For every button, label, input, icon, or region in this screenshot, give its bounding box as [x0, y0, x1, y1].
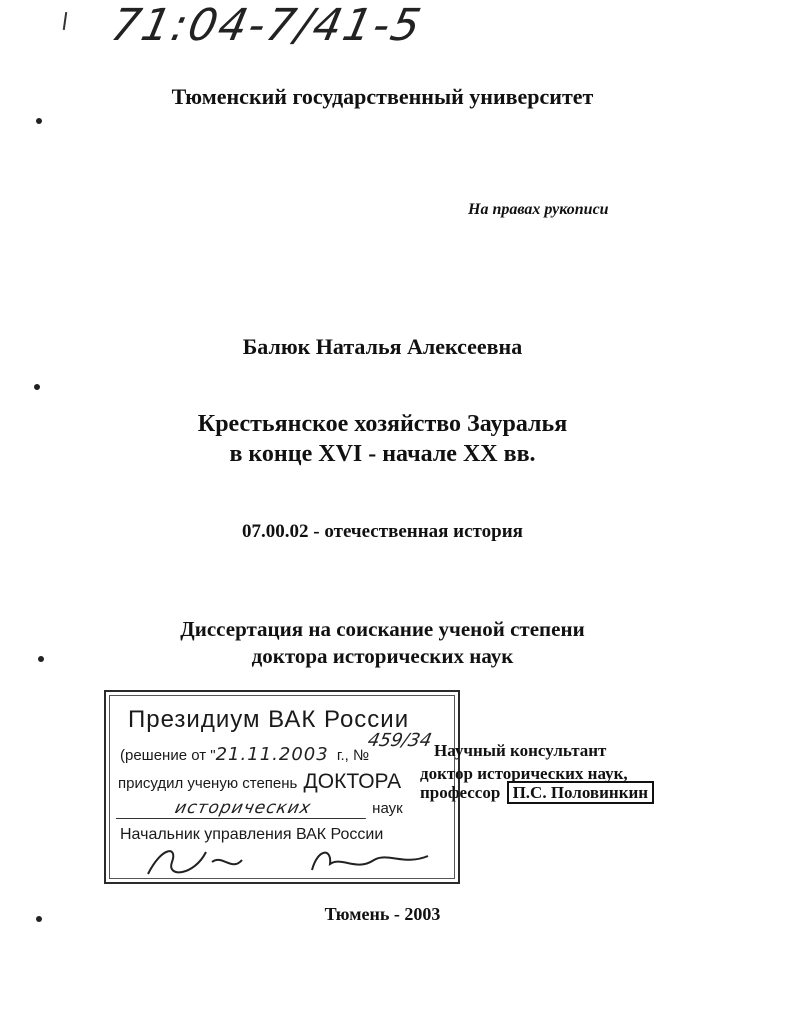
- stamp-field-suffix: наук: [372, 800, 403, 817]
- degree-line2: доктора исторических наук: [251, 644, 514, 668]
- stamp-decision-mid: г., №: [336, 747, 370, 764]
- manuscript-note: На правах рукописи: [468, 201, 609, 218]
- advisor-title: профессор: [420, 783, 501, 802]
- degree-line1: Диссертация на соискание ученой степени: [180, 617, 585, 641]
- stamp-signature: [142, 842, 432, 878]
- margin-tick: [63, 12, 67, 30]
- advisor-name: П.С. Половинкин: [507, 781, 655, 804]
- advisor-line1: Научный консультант: [434, 741, 607, 760]
- stamp-field-line: [118, 798, 444, 819]
- specialty-code: 07.00.02 - отечественная история: [242, 521, 523, 542]
- vak-stamp: [104, 690, 460, 884]
- binding-mark: [34, 384, 40, 390]
- dissertation-title-line1: Крестьянское хозяйство Зауралья: [197, 411, 568, 437]
- signature-stroke: [312, 853, 428, 870]
- stamp-decision-date: 21.11.2003: [215, 744, 329, 765]
- stamp-decision-number: 459/34: [365, 730, 434, 751]
- archive-number: 71:04-7/41-5: [106, 0, 427, 51]
- author-name: Балюк Наталья Алексеевна: [242, 334, 523, 359]
- stamp-heading: Президиум ВАК России: [128, 706, 410, 733]
- advisor-line3: [420, 783, 654, 803]
- stamp-degree-prefix: присудил ученую степень: [118, 775, 298, 792]
- signature-stroke: [148, 851, 242, 874]
- advisor-line2: доктор исторических наук,: [420, 764, 628, 783]
- city-year: Тюмень - 2003: [324, 904, 441, 924]
- stamp-decision-prefix: (решение от ": [120, 747, 216, 764]
- binding-mark: [36, 118, 42, 124]
- stamp-degree-line: [118, 770, 401, 794]
- stamp-degree-value: ДОКТОРА: [303, 770, 402, 793]
- stamp-decision-line: [120, 730, 434, 765]
- stamp-signer: Начальник управления ВАК России: [120, 826, 384, 843]
- dissertation-title-line2: в конце XVI - начале XX вв.: [229, 441, 536, 467]
- university-name: Тюменский государственный университет: [171, 84, 594, 109]
- stamp-field-value: исторических: [116, 798, 370, 819]
